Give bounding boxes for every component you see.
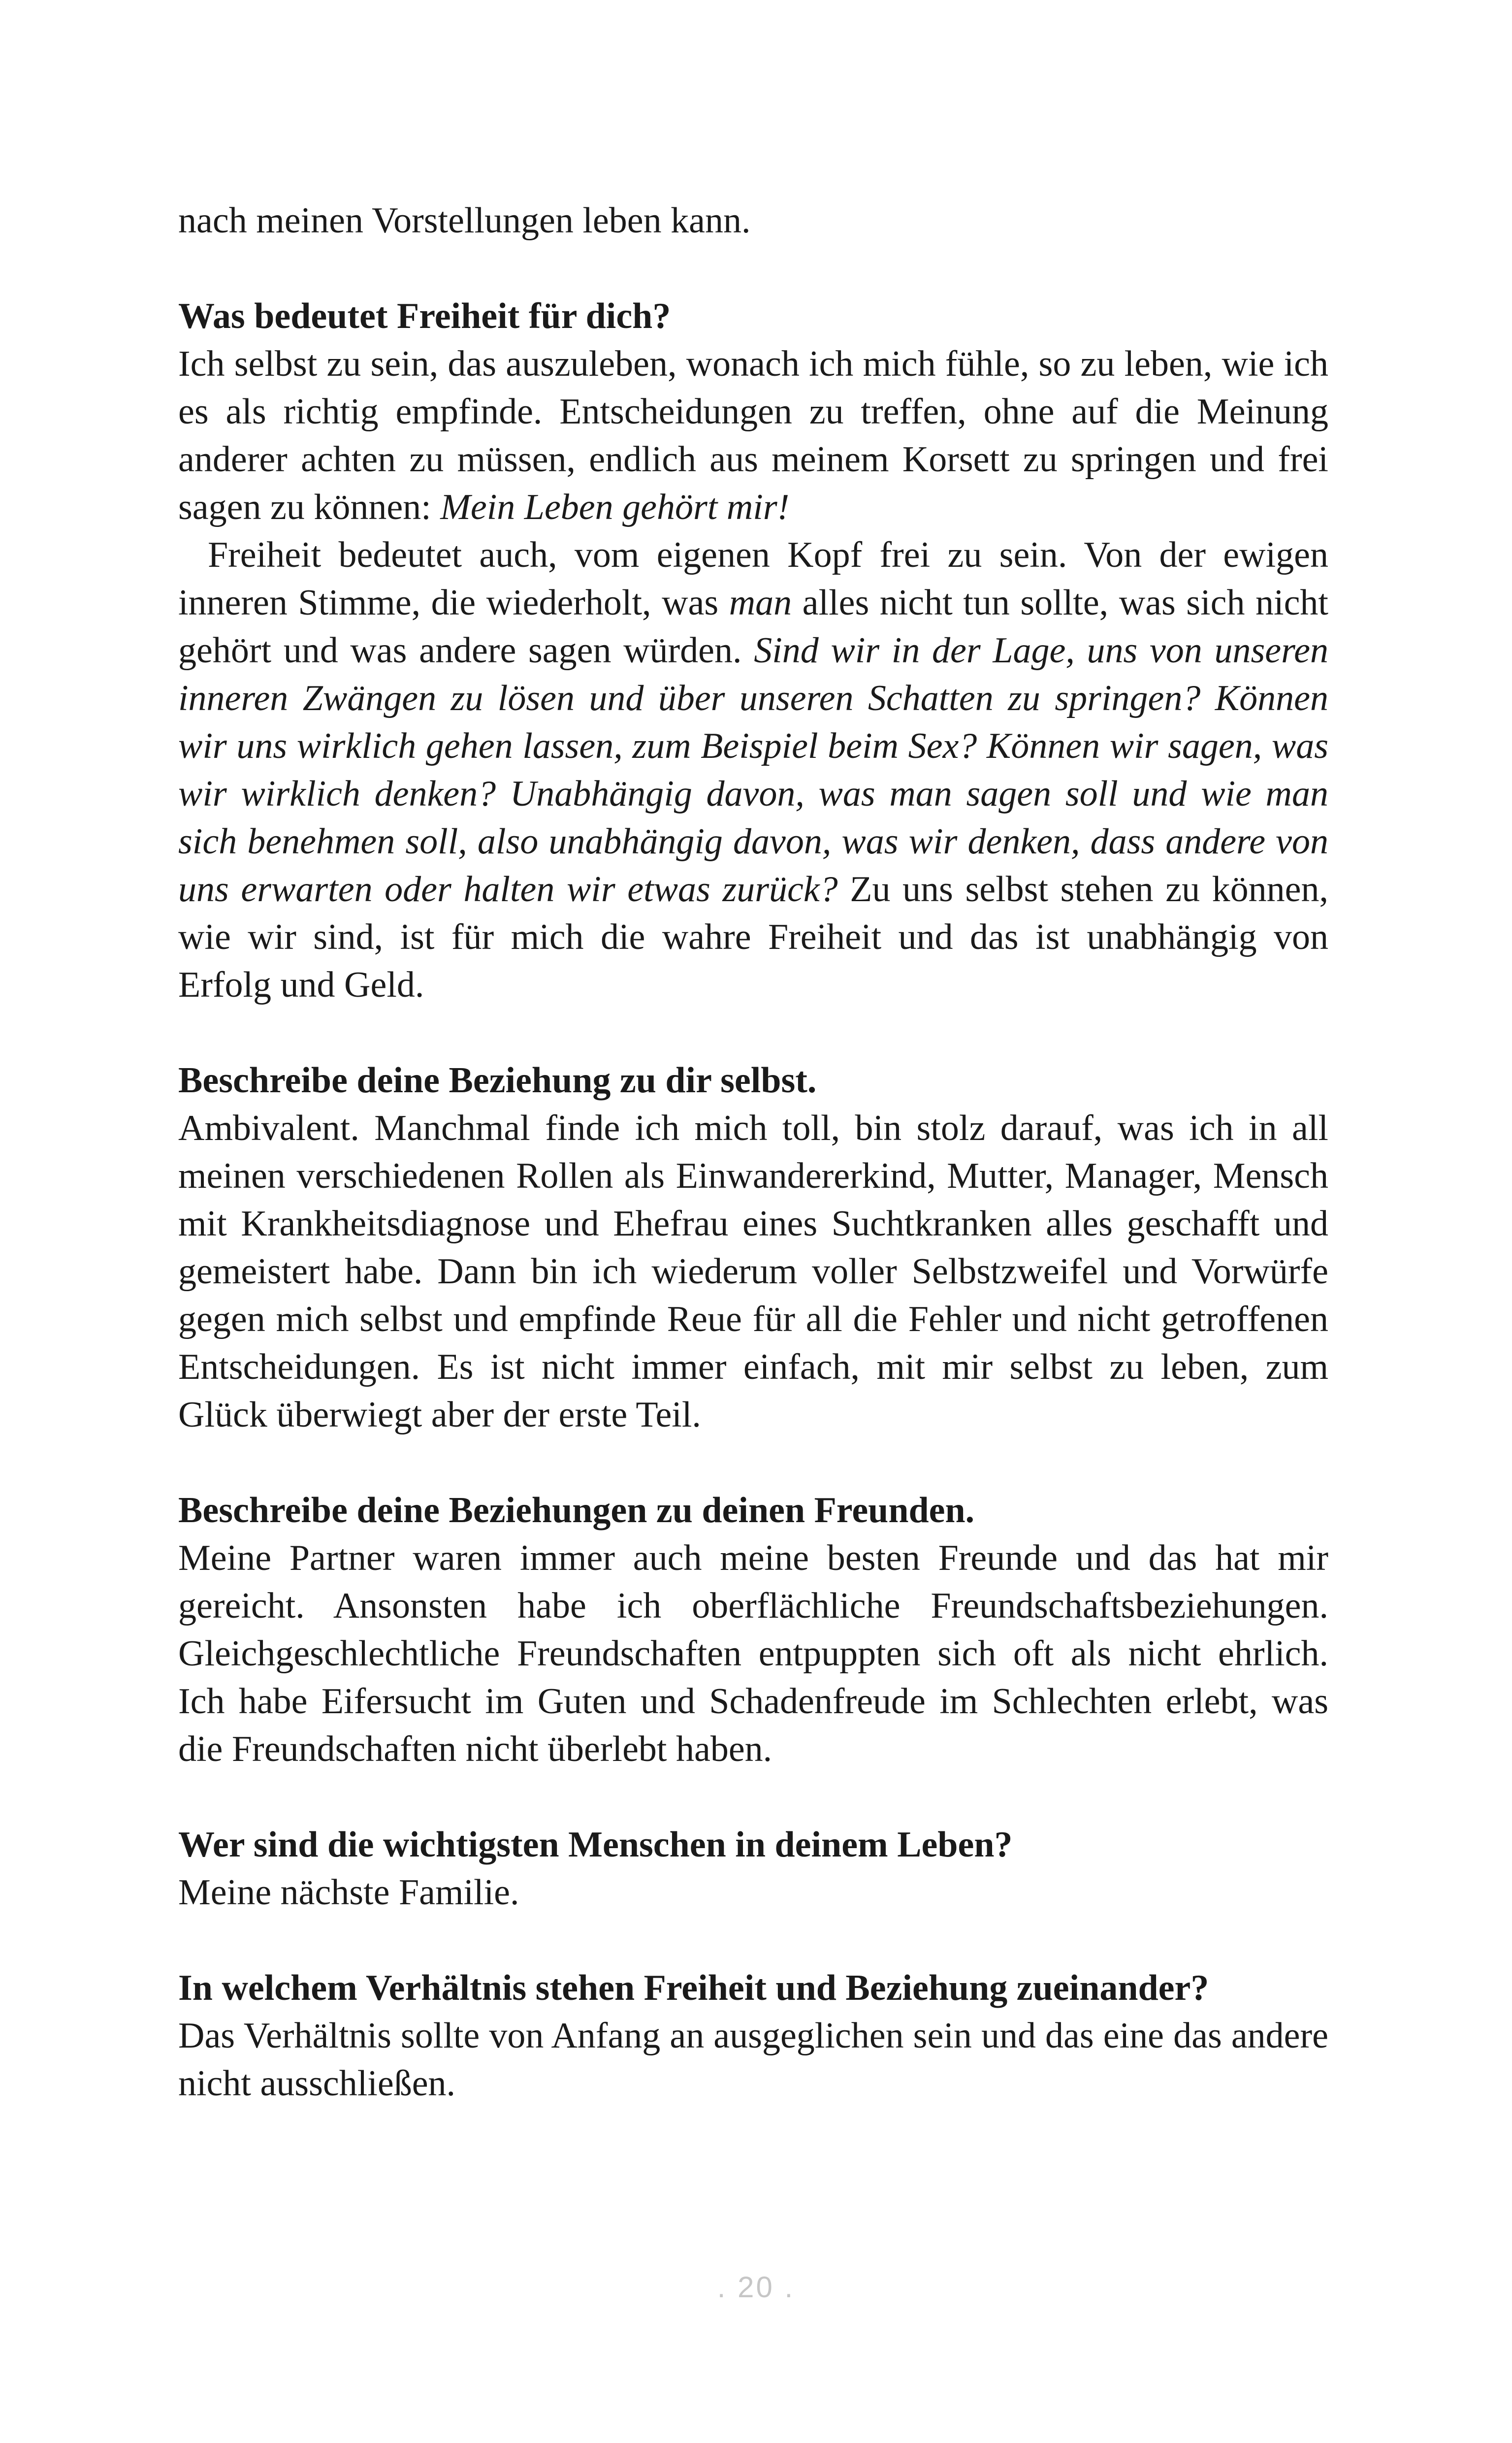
- answer-emphasis: Mein Leben gehört mir!: [440, 487, 790, 527]
- answer-emphasis: man: [729, 583, 792, 623]
- answer-paragraph: [178, 340, 1328, 531]
- section-freiheit: [178, 293, 1328, 1009]
- answer-text: alles nicht tun sollte, was sich nicht gehört und was andere sagen würden.: [178, 583, 1328, 671]
- section-menschen: [178, 1821, 1328, 1917]
- answer-paragraph: [178, 531, 1328, 1009]
- intro-paragraph: nach meinen Vorstellungen leben kann.: [178, 200, 751, 241]
- answer-emphasis: Sind wir in der Lage, uns von unseren inneren Zwängen zu lösen und über unseren Schatten zu springen? Können wir uns wirklich gehen lassen, zum Beispiel beim Sex? Können wir sagen, was wir wirklich denken? Unabhängig davon, was man sagen soll und wie man sich benehmen soll, also unabhängig davon, was wir denken, dass andere von uns erwarten oder halten wir etwas zurück?: [178, 630, 1328, 910]
- answer-paragraph: Meine nächste Familie.: [178, 1872, 519, 1913]
- page-number: . 20 .: [717, 2271, 795, 2304]
- page-body: [178, 197, 1328, 2108]
- section-verhaeltnis: [178, 1964, 1328, 2108]
- question-heading: Wer sind die wichtigsten Menschen in deinem Leben?: [178, 1824, 1013, 1865]
- question-heading: Was bedeutet Freiheit für dich?: [178, 296, 671, 336]
- answer-text: Zu uns selbst stehen zu können, wie wir sind, ist für mich die wahre Freiheit und das ist unabhängig von Erfolg und Geld.: [178, 869, 1328, 1005]
- answer-paragraph: Das Verhältnis sollte von Anfang an ausgeglichen sein und das eine das andere nicht ausschließen.: [178, 2016, 1328, 2104]
- question-heading: Beschreibe deine Beziehung zu dir selbst.: [178, 1060, 817, 1101]
- answer-paragraph: Ambivalent. Manchmal finde ich mich toll, bin stolz darauf, was ich in all meinen verschiedenen Rollen als Einwandererkind, Mutter, Manager, Mensch mit Krankheitsdiagnose und Ehefrau eines Suchtkranken alles geschafft und gemeistert habe. Dann bin ich wiederum voller Selbstzweifel und Vorwürfe gegen mich selbst und empfinde Reue für all die Fehler und nicht getroffenen Entscheidungen. Es ist nicht immer einfach, mit mir selbst zu leben, zum Glück überwiegt aber der erste Teil.: [178, 1108, 1328, 1435]
- answer-paragraph: Meine Partner waren immer auch meine besten Freunde und das hat mir gereicht. Ansonsten habe ich oberflächliche Freundschaftsbeziehungen. Gleichgeschlechtliche Freundschaften entpuppten sich oft als nicht ehrlich. Ich habe Eifersucht im Guten und Schadenfreude im Schlechten erlebt, was die Freundschaften nicht überlebt haben.: [178, 1538, 1328, 1769]
- answer-text: Freiheit bedeutet auch, vom eigenen Kopf frei zu sein. Von der ewigen inneren Stimme, die wiederholt, was: [178, 535, 1328, 623]
- answer-text: Ich selbst zu sein, das auszuleben, wonach ich mich fühle, so zu leben, wie ich es als richtig empfinde. Entscheidungen zu treffen, ohne auf die Meinung anderer achten zu müssen, endlich aus meinem Korsett zu springen und frei sagen zu können:: [178, 344, 1328, 527]
- question-heading: Beschreibe deine Beziehungen zu deinen Freunden.: [178, 1490, 975, 1531]
- section-freunde: [178, 1487, 1328, 1773]
- question-heading: In welchem Verhältnis stehen Freiheit und Beziehung zueinander?: [178, 1968, 1209, 2008]
- section-selbst: [178, 1057, 1328, 1439]
